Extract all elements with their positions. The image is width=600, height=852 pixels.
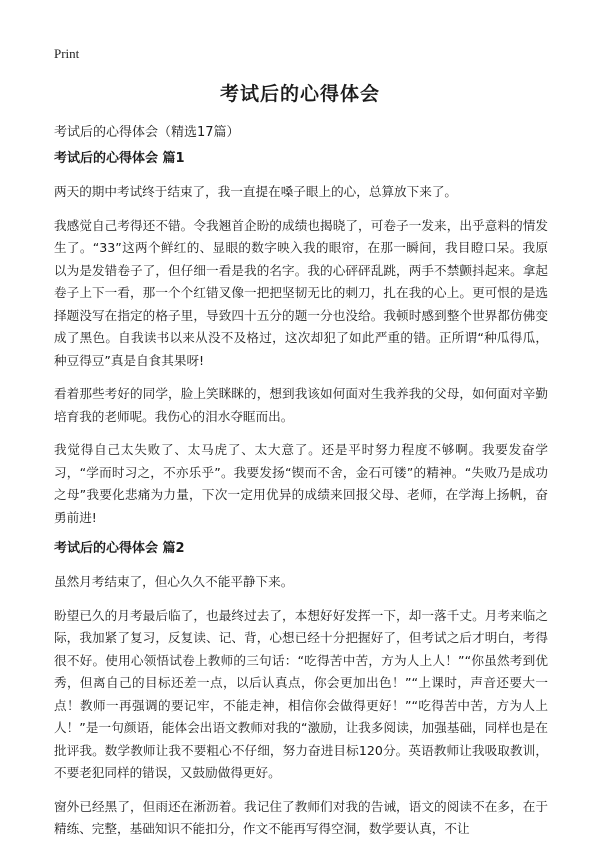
paragraph: 两天的期中考试终于结束了，我一直提在嗓子眼上的心，总算放下来了。 [54, 184, 457, 199]
document-body [54, 150, 548, 852]
paragraph: 虽然月考结束了，但心久久不能平静下来。 [54, 574, 294, 589]
paragraph: 我觉得自己太失败了、太马虎了、太大意了。还是平时努力程度不够啊。我要发奋学习，“学而时习之，不亦乐乎”。我要发扬“锲而不舍，金石可镂”的精神。“失败乃是成功之母”我要化悲痛为力量，下次一定用优异的成绩来回报父母、老师，在学海上扬帆，奋勇前进! [54, 442, 548, 525]
paragraph: 窗外已经黑了，但雨还在淅沥着。我记住了教师们对我的告诫，语文的阅读不在多，在于精练、完整，基础知识不能扣分，作文不能再写得空洞，数学要认真，不让 [54, 798, 548, 836]
section-2 [54, 540, 548, 841]
document-subtitle: 考试后的心得体会（精选17篇） [54, 125, 240, 140]
section-heading: 考试后的心得体会 篇2 [54, 541, 185, 556]
print-link[interactable]: Print [54, 46, 80, 61]
paragraph: 我感觉自己考得还不错。令我翘首企盼的成绩也揭晓了，可卷子一发来，出乎意料的情发生了。“33”这两个鲜红的、显眼的数字映入我的眼帘，在那一瞬间，我目瞪口呆。我原以为是发错卷子了，但仔细一看是我的名字。我的心砰砰乱跳，两手不禁颤抖起来。拿起卷子上下一看，那一个个红错叉像一把把坚韧无比的刺刀，扎在我的心上。更可恨的是选择题没写在指定的格子里，导致四十五分的题一分也没给。我顿时感到整个世界都仿佛变成了黑色。自我读书以来从没不及格过，这次却犯了如此严重的错。正所谓“种瓜得瓜，种豆得豆”真是自食其果呀! [54, 217, 548, 368]
paragraph: 盼望已久的月考最后临了，也最终过去了，本想好好发挥一下，却一落千丈。月考来临之际，我加紧了复习，反复读、记、背，心想已经十分把握好了，但考试之后才明白，考得很不好。使用心领悟试卷上教师的三句话：“吃得苦中苦，方为人上人！”“你虽然考到优秀，但离自己的目标还差一点，以后认真点，你会更加出色！”“上课时，声音还要大一点！教师一再强调的要记牢，不能走神，相信你会做得更好！”“吃得苦中苦，方为人上人！”是一句颜语，能体会出语文教师对我的“激励，让我多阅读，加强基础，同样也是在批评我。数学教师让我不要粗心不仔细，努力奋进目标120分。英语教师让我吸取教训，不要老犯同样的错误，又鼓励做得更好。 [54, 607, 548, 780]
section-1 [54, 150, 548, 529]
page-title: 考试后的心得体会 [219, 83, 380, 105]
section-heading: 考试后的心得体会 篇1 [54, 151, 185, 166]
paragraph: 看着那些考好的同学，脸上笑眯眯的，想到我该如何面对生我养我的父母，如何面对辛勤培育我的老师呢。我伤心的泪水夺眶而出。 [54, 386, 548, 424]
